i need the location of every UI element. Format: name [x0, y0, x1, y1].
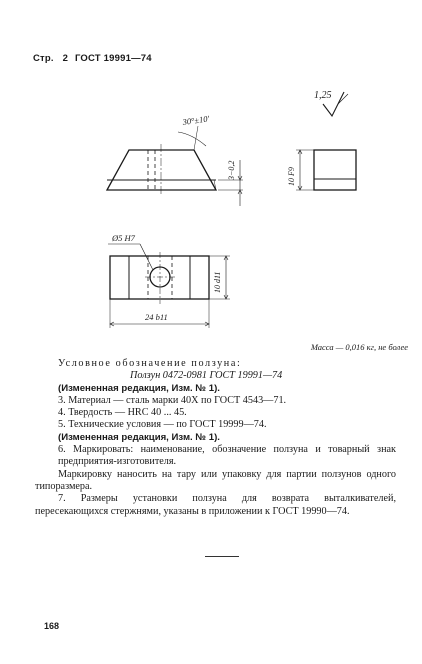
side-dimension: 10 F9	[287, 167, 296, 186]
mass-note: Масса — 0,016 кг, не более	[310, 342, 408, 352]
angle-dimension: 30°±10'	[181, 113, 210, 127]
height-dimension: 3−0,2	[227, 160, 236, 180]
item-7: 7. Размеры установки ползуна для возврата выталкивателей, пересекающихся стержнями, указаны в приложении к ГОСТ 19990—74.	[35, 493, 396, 517]
width-dimension: 10 d11	[213, 271, 222, 293]
item-6: 6. Маркировать: наименование, обозначение ползуна и товарный знак предприятия-изготовителя.	[58, 444, 396, 468]
length-dimension: 24 b11	[145, 312, 168, 322]
edit-note-1: (Измененная редакция, Изм. № 1).	[58, 382, 220, 394]
edit-note-2: (Измененная редакция, Изм. № 1).	[58, 431, 220, 443]
roughness-value: 1,25	[314, 90, 332, 101]
standard-number: ГОСТ 19991—74	[74, 53, 152, 64]
item-4: 4. Твердость — HRC 40 ... 45.	[58, 407, 187, 419]
item-3: 3. Материал — сталь марки 40Х по ГОСТ 4543—71.	[58, 394, 287, 406]
caption: Условное обозначение ползуна:	[58, 358, 242, 369]
separator-rule	[205, 556, 239, 557]
page-label: Стр.	[33, 53, 54, 64]
page-no: 2	[62, 53, 69, 64]
designation: Ползун 0472-0981 ГОСТ 19991—74	[130, 370, 283, 382]
item-5: 5. Технические условия — по ГОСТ 19999—74.	[58, 419, 267, 431]
item-6-marking: Маркировку наносить на тару или упаковку для партии ползунов одного типоразмера.	[35, 468, 396, 492]
hole-dimension: Ø5 H7	[112, 233, 135, 243]
document-body	[35, 358, 396, 518]
page-number: 168	[44, 621, 60, 631]
